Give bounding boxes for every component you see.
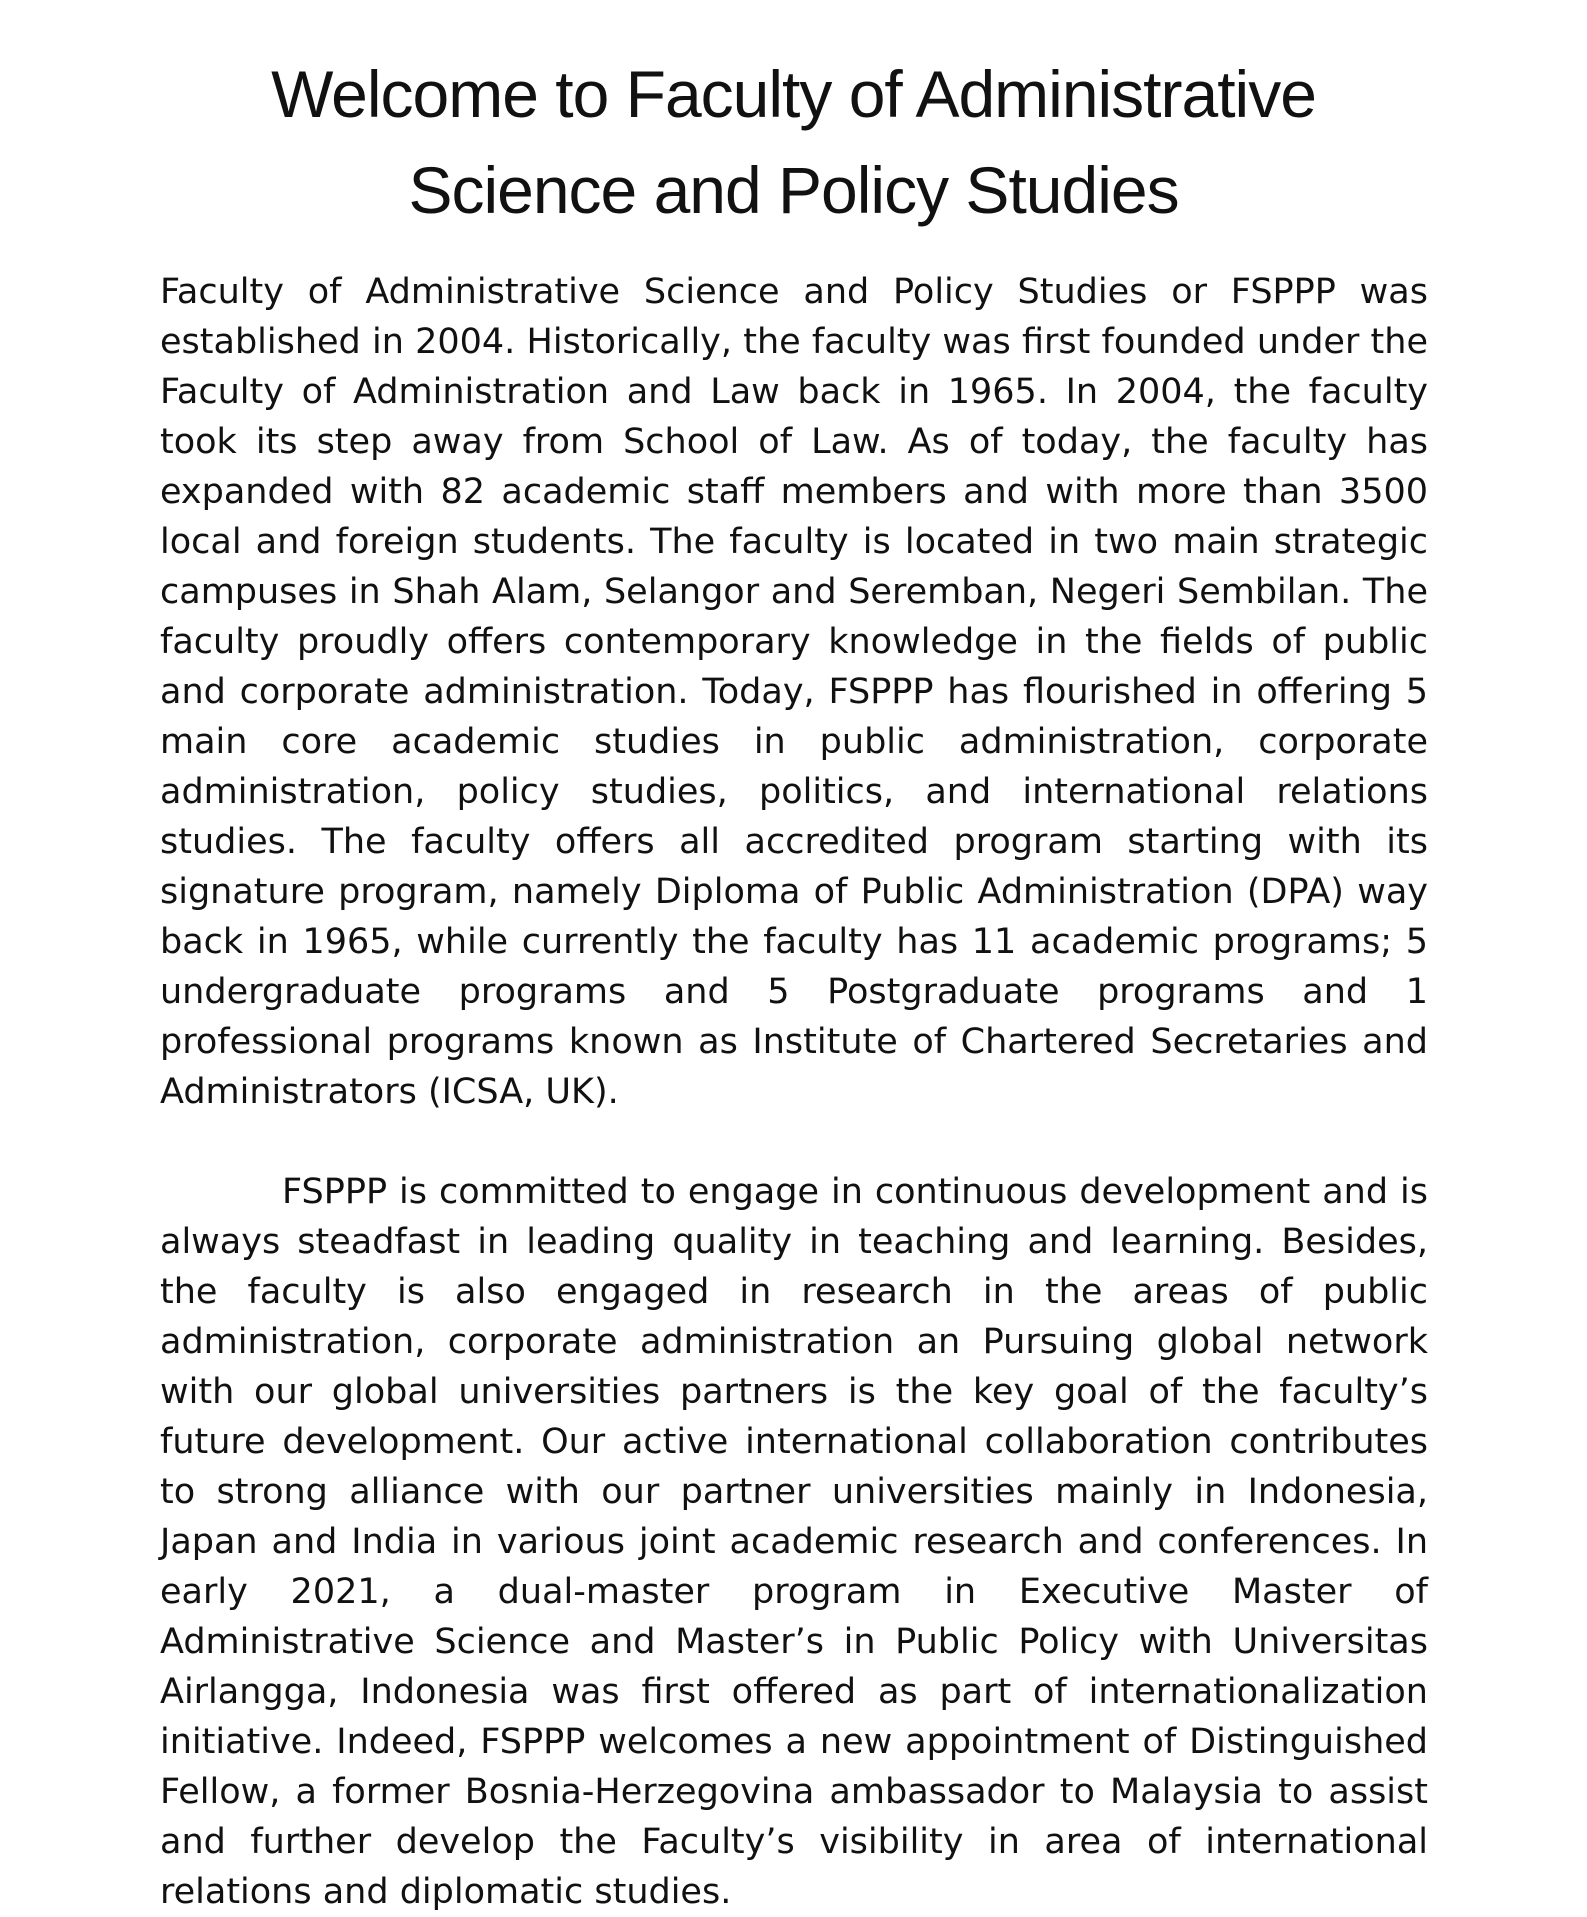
page-title-line-2: Science and Policy Studies: [408, 153, 1179, 227]
page-title: [0, 46, 1587, 238]
page-title-line-1: Welcome to Faculty of Administrative: [271, 57, 1316, 131]
intro-paragraph: Faculty of Administrative Science and Policy Studies or FSPPP was established in 2004. Historically, the faculty was first founded under the Faculty of Administration and Law back in 1965. In 2004, the faculty took its step away from School of Law. As of today, the faculty has expanded with 82 academic staff members and with more than 3500 local and foreign students. The faculty is located in two main strategic campuses in Shah Alam, Selangor and Seremban, Negeri Sembilan. The faculty proudly offers contemporary knowledge in the fields of public and corporate administration. Today, FSPPP has flourished in offering 5 main core academic studies in public administration, corporate administration, policy studies, politics, and international relations studies. The faculty offers all accredited program starting with its signature program, namely Diploma of Public Administration (DPA) way back in 1965, while currently the faculty has 11 academic programs; 5 undergraduate programs and 5 Postgraduate programs and 1 professional programs known as Institute of Chartered Secretaries and Administrators (ICSA, UK).: [160, 272, 1428, 1112]
commitment-paragraph: FSPPP is committed to engage in continuous development and is always steadfast in leading quality in teaching and learning. Besides, the faculty is also engaged in research in the areas of public administration, corporate administration an Pursuing global network with our global universities partners is the key goal of the faculty’s future development. Our active international collaboration contributes to strong alliance with our partner universities mainly in Indonesia, Japan and India in various joint academic research and conferences. In early 2021, a dual-master program in Executive Master of Administrative Science and Master’s in Public Policy with Universitas Airlangga, Indonesia was first offered as part of internationalization initiative. Indeed, FSPPP welcomes a new appointment of Distinguished Fellow, a former Bosnia-Herzegovina ambassador to Malaysia to assist and further develop the Faculty’s visibility in area of international relations and diplomatic studies.: [160, 1172, 1428, 1912]
